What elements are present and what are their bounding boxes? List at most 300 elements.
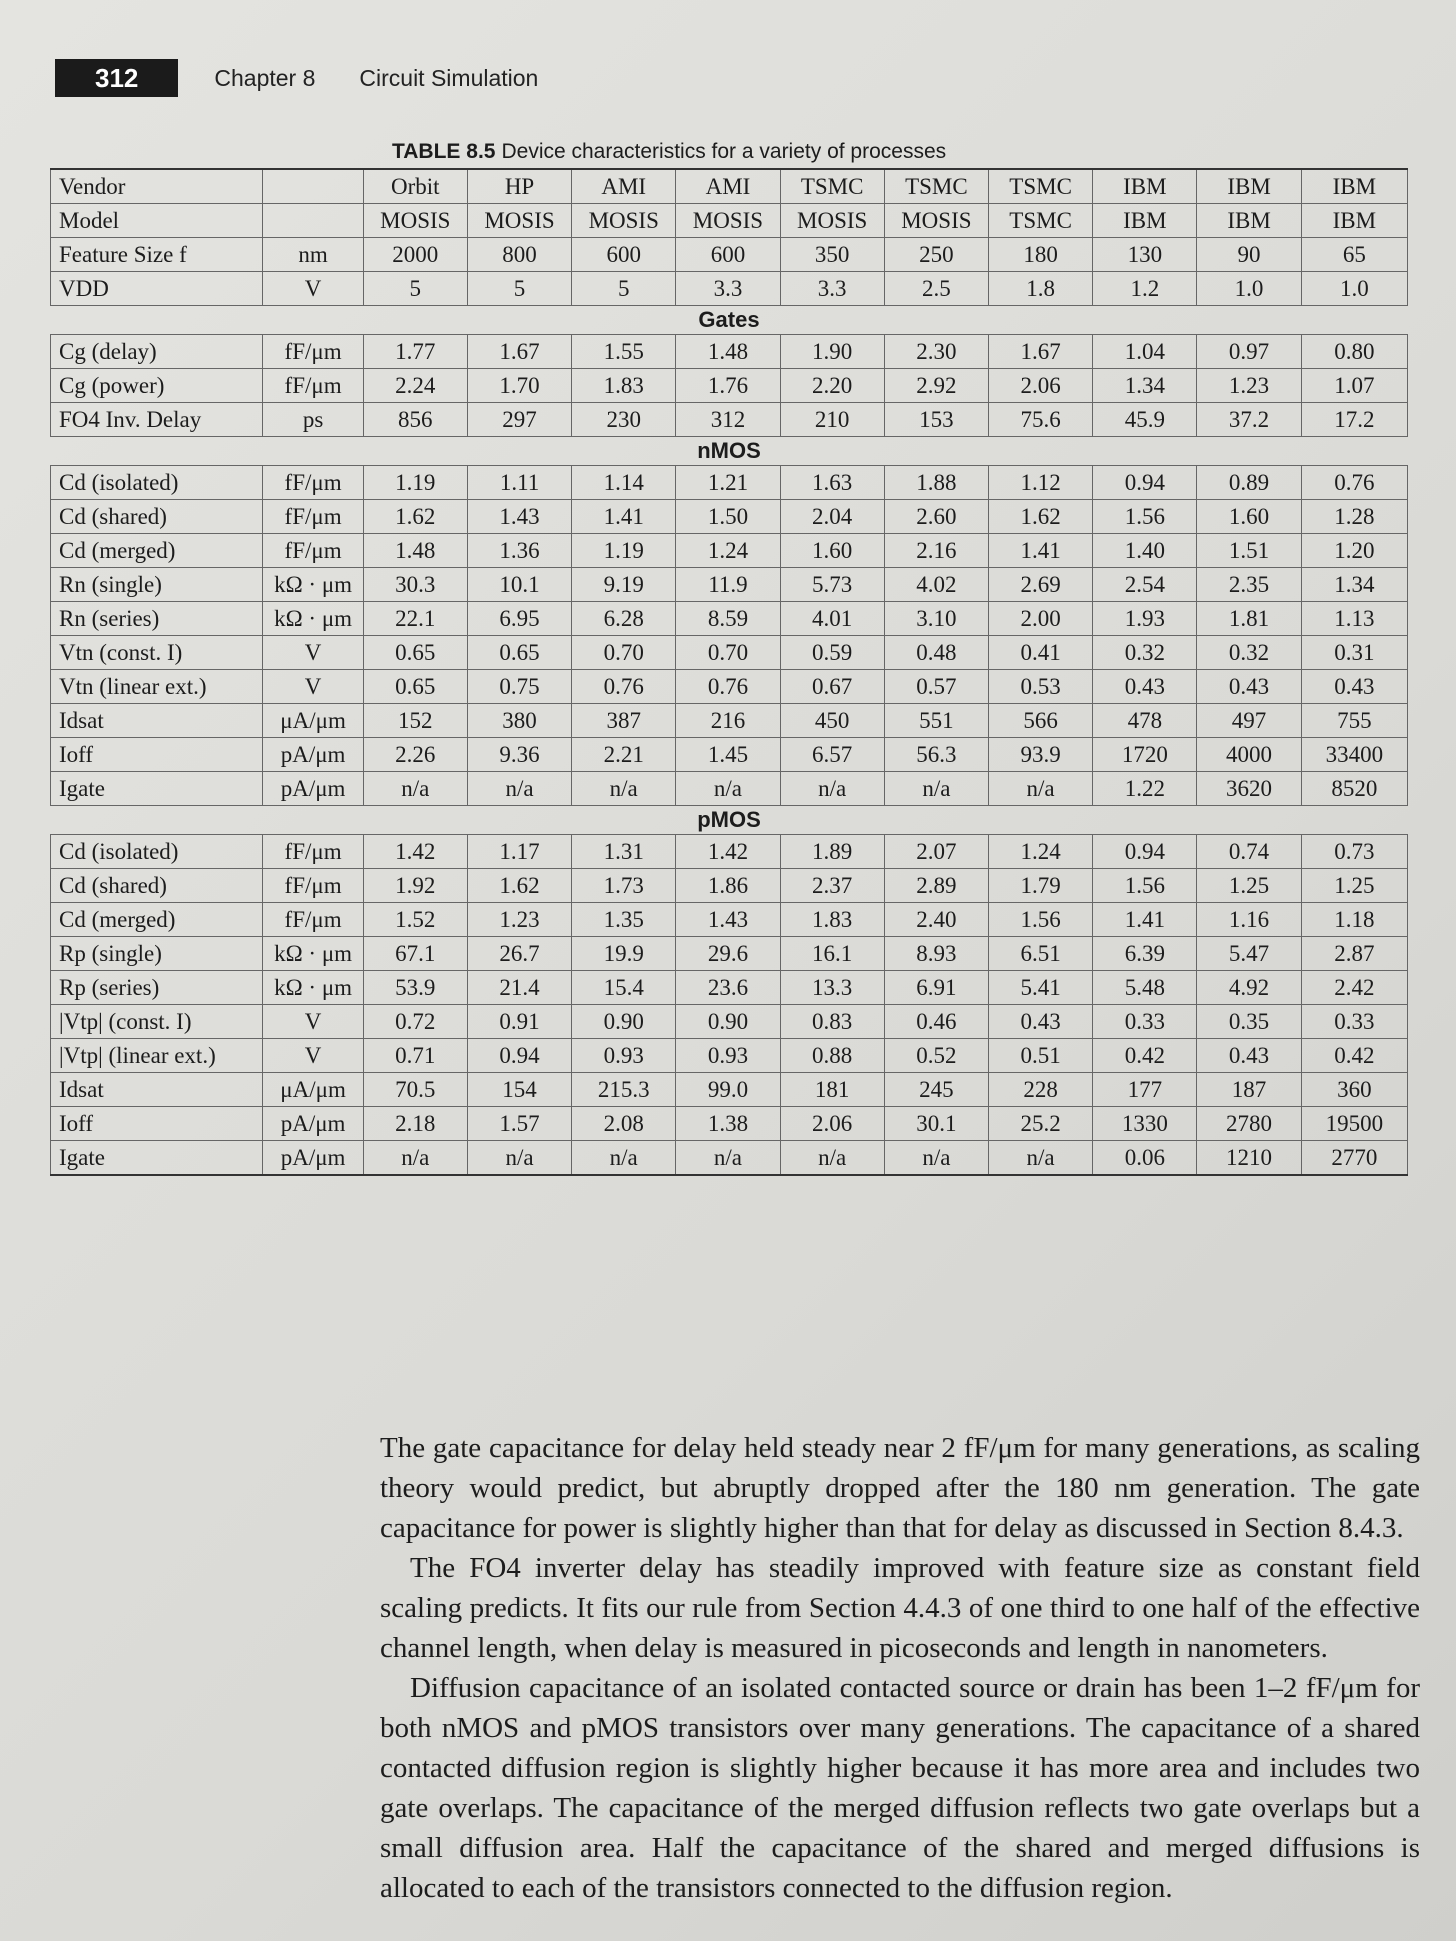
chapter-title: Chapter 8 — [214, 64, 316, 91]
table-cell: 29.6 — [676, 937, 780, 971]
table-cell: 6.39 — [1093, 937, 1197, 971]
table-cell: 1.07 — [1301, 369, 1407, 403]
row-unit: pA/μm — [263, 738, 363, 772]
table-cell: 3.10 — [884, 602, 988, 636]
table-cell: 23.6 — [676, 971, 780, 1005]
table-cell: 2.06 — [780, 1107, 884, 1141]
section-title: Circuit Simulation — [359, 64, 539, 91]
table-cell: 0.43 — [1197, 670, 1301, 704]
table-cell: 99.0 — [676, 1073, 780, 1107]
table-cell: n/a — [989, 772, 1093, 806]
table-cell: 9.19 — [572, 568, 676, 602]
table-cell: TSMC — [884, 169, 988, 204]
table-cell: 1.79 — [989, 869, 1093, 903]
table-cell: 5.47 — [1197, 937, 1301, 971]
table-cell: 0.93 — [676, 1039, 780, 1073]
table-cell: 5.48 — [1093, 971, 1197, 1005]
table-cell: 0.41 — [989, 636, 1093, 670]
table-cell: 1.86 — [676, 869, 780, 903]
table-row — [51, 1107, 1408, 1141]
table-cell: 1.12 — [989, 466, 1093, 500]
table-cell: 387 — [572, 704, 676, 738]
table-cell: TSMC — [780, 169, 884, 204]
table-cell: 1.92 — [363, 869, 467, 903]
table-cell: n/a — [676, 772, 780, 806]
table-cell: n/a — [780, 772, 884, 806]
row-label: Vtn (const. I) — [51, 636, 263, 670]
table-cell: 1.56 — [989, 903, 1093, 937]
table-cell: 1.52 — [363, 903, 467, 937]
table-caption-label: TABLE 8.5 — [392, 140, 496, 163]
table-cell: 1.88 — [884, 466, 988, 500]
table-cell: 228 — [989, 1073, 1093, 1107]
table-cell: 380 — [467, 704, 571, 738]
table-row — [51, 403, 1408, 437]
row-label: Cd (shared) — [51, 500, 263, 534]
table-cell: 9.36 — [467, 738, 571, 772]
table-cell: 1.55 — [572, 335, 676, 369]
table-cell: 19500 — [1301, 1107, 1407, 1141]
section-row — [51, 306, 1408, 335]
table-cell: 130 — [1093, 238, 1197, 272]
table-row — [51, 466, 1408, 500]
row-label: Rn (single) — [51, 568, 263, 602]
table-cell: 0.93 — [572, 1039, 676, 1073]
row-unit: fF/μm — [263, 903, 363, 937]
table-row — [51, 1005, 1408, 1039]
row-unit: V — [263, 1039, 363, 1073]
table-cell: 1.19 — [363, 466, 467, 500]
table-row — [51, 636, 1408, 670]
table-cell: 0.94 — [467, 1039, 571, 1073]
table-cell: TSMC — [989, 169, 1093, 204]
table-cell: 1.35 — [572, 903, 676, 937]
table-cell: 177 — [1093, 1073, 1197, 1107]
table-cell: n/a — [363, 1141, 467, 1176]
table-cell: 0.43 — [989, 1005, 1093, 1039]
table-cell: 1.62 — [989, 500, 1093, 534]
table-cell: 1.21 — [676, 466, 780, 500]
table-cell: 2.5 — [884, 272, 988, 306]
table-cell: 65 — [1301, 238, 1407, 272]
table-cell: 215.3 — [572, 1073, 676, 1107]
row-unit — [263, 204, 363, 238]
table-cell: IBM — [1093, 204, 1197, 238]
table-cell: 30.3 — [363, 568, 467, 602]
table-cell: 75.6 — [989, 403, 1093, 437]
table-cell: 26.7 — [467, 937, 571, 971]
table-cell: 1.42 — [676, 835, 780, 869]
paragraph: The FO4 inverter delay has steadily improved with feature size as constant field scaling predicts. It fits our rule from Section 4.4.3 of one third to one half of the effective channel length, when delay is measured in picoseconds and length in nanometers. — [380, 1552, 1420, 1664]
table-cell: 2780 — [1197, 1107, 1301, 1141]
row-unit — [263, 169, 363, 204]
table-cell: 1.50 — [676, 500, 780, 534]
section-row — [51, 806, 1408, 835]
table-cell: 5 — [572, 272, 676, 306]
table-cell: 2000 — [363, 238, 467, 272]
table-cell: 1.31 — [572, 835, 676, 869]
table-cell: 4000 — [1197, 738, 1301, 772]
table-row — [51, 937, 1408, 971]
table-cell: MOSIS — [467, 204, 571, 238]
table-row — [51, 500, 1408, 534]
table-row — [51, 738, 1408, 772]
table-cell: 0.46 — [884, 1005, 988, 1039]
table-cell: 0.72 — [363, 1005, 467, 1039]
row-unit: μA/μm — [263, 1073, 363, 1107]
table-cell: 1.18 — [1301, 903, 1407, 937]
row-label: Vendor — [51, 169, 263, 204]
table-cell: 0.83 — [780, 1005, 884, 1039]
section-title: nMOS — [51, 437, 1408, 466]
table-cell: 30.1 — [884, 1107, 988, 1141]
table-cell: IBM — [1301, 169, 1407, 204]
table-cell: 0.53 — [989, 670, 1093, 704]
table-cell: 497 — [1197, 704, 1301, 738]
table-cell: 1.22 — [1093, 772, 1197, 806]
table-cell: 153 — [884, 403, 988, 437]
table-cell: 1.17 — [467, 835, 571, 869]
table-cell: 0.33 — [1093, 1005, 1197, 1039]
table-cell: 245 — [884, 1073, 988, 1107]
table-cell: 551 — [884, 704, 988, 738]
table-cell: 2.24 — [363, 369, 467, 403]
row-unit: V — [263, 272, 363, 306]
row-unit: V — [263, 636, 363, 670]
row-label: Idsat — [51, 704, 263, 738]
row-unit: pA/μm — [263, 1141, 363, 1176]
table-cell: 1.90 — [780, 335, 884, 369]
table-cell: 1.0 — [1301, 272, 1407, 306]
row-label: Ioff — [51, 1107, 263, 1141]
table-cell: 1.34 — [1093, 369, 1197, 403]
table-cell: 70.5 — [363, 1073, 467, 1107]
table-cell: 1.25 — [1197, 869, 1301, 903]
table-cell: 1210 — [1197, 1141, 1301, 1176]
table-cell: 2.42 — [1301, 971, 1407, 1005]
table-cell: IBM — [1197, 204, 1301, 238]
table-cell: 1.8 — [989, 272, 1093, 306]
section-title: Gates — [51, 306, 1408, 335]
row-label: Cd (isolated) — [51, 466, 263, 500]
table-cell: 1.42 — [363, 835, 467, 869]
table-cell: 1.40 — [1093, 534, 1197, 568]
table-cell: 0.52 — [884, 1039, 988, 1073]
table-cell: 2.87 — [1301, 937, 1407, 971]
table-cell: MOSIS — [572, 204, 676, 238]
table-cell: 1.63 — [780, 466, 884, 500]
table-header-row — [51, 169, 1408, 204]
table-cell: 5 — [467, 272, 571, 306]
row-label: |Vtp| (const. I) — [51, 1005, 263, 1039]
row-label: Cd (isolated) — [51, 835, 263, 869]
table-cell: 600 — [676, 238, 780, 272]
table-cell: 1.41 — [1093, 903, 1197, 937]
table-cell: 2.26 — [363, 738, 467, 772]
table-cell: 5 — [363, 272, 467, 306]
table-cell: 154 — [467, 1073, 571, 1107]
table-row — [51, 568, 1408, 602]
table-cell: 0.70 — [572, 636, 676, 670]
table-cell: 0.48 — [884, 636, 988, 670]
row-unit: kΩ · μm — [263, 602, 363, 636]
table-cell: 0.35 — [1197, 1005, 1301, 1039]
table-cell: 3620 — [1197, 772, 1301, 806]
table-cell: 67.1 — [363, 937, 467, 971]
table-cell: 33400 — [1301, 738, 1407, 772]
table-cell: 1.23 — [1197, 369, 1301, 403]
table-cell: 0.57 — [884, 670, 988, 704]
table-cell: 1.67 — [467, 335, 571, 369]
row-label: FO4 Inv. Delay — [51, 403, 263, 437]
row-label: Igate — [51, 772, 263, 806]
table-cell: 1.77 — [363, 335, 467, 369]
table-cell: 5.41 — [989, 971, 1093, 1005]
table-header-row — [51, 272, 1408, 306]
table-cell: n/a — [572, 1141, 676, 1176]
table-cell: 1.41 — [989, 534, 1093, 568]
table-cell: 22.1 — [363, 602, 467, 636]
table-cell: 0.94 — [1093, 466, 1197, 500]
table-cell: 0.32 — [1197, 636, 1301, 670]
table-cell: 1.36 — [467, 534, 571, 568]
table-cell: n/a — [572, 772, 676, 806]
table-cell: 2.92 — [884, 369, 988, 403]
row-label: Cg (delay) — [51, 335, 263, 369]
table-cell: 1.25 — [1301, 869, 1407, 903]
table-cell: 1.38 — [676, 1107, 780, 1141]
table-cell: 0.71 — [363, 1039, 467, 1073]
table-cell: 1.76 — [676, 369, 780, 403]
table-cell: 21.4 — [467, 971, 571, 1005]
table-cell: IBM — [1301, 204, 1407, 238]
table-cell: 0.76 — [676, 670, 780, 704]
table-cell: 0.94 — [1093, 835, 1197, 869]
table-cell: 2.07 — [884, 835, 988, 869]
device-table-wrapper — [50, 140, 1408, 1176]
body-text — [380, 1428, 1420, 1908]
table-cell: n/a — [363, 772, 467, 806]
table-cell: 2.30 — [884, 335, 988, 369]
table-cell: 8.59 — [676, 602, 780, 636]
table-cell: 0.59 — [780, 636, 884, 670]
table-cell: 1.20 — [1301, 534, 1407, 568]
row-unit: fF/μm — [263, 369, 363, 403]
table-cell: 856 — [363, 403, 467, 437]
table-cell: 1.43 — [676, 903, 780, 937]
table-cell: 2.89 — [884, 869, 988, 903]
table-cell: 180 — [989, 238, 1093, 272]
table-cell: 2.16 — [884, 534, 988, 568]
table-cell: 6.28 — [572, 602, 676, 636]
table-cell: 181 — [780, 1073, 884, 1107]
table-cell: 1.43 — [467, 500, 571, 534]
row-unit: kΩ · μm — [263, 971, 363, 1005]
table-cell: 0.51 — [989, 1039, 1093, 1073]
table-cell: n/a — [884, 1141, 988, 1176]
table-cell: 19.9 — [572, 937, 676, 971]
page-header — [55, 58, 538, 98]
table-cell: 56.3 — [884, 738, 988, 772]
row-label: Cg (power) — [51, 369, 263, 403]
table-cell: 37.2 — [1197, 403, 1301, 437]
table-cell: n/a — [780, 1141, 884, 1176]
table-cell: 0.31 — [1301, 636, 1407, 670]
table-cell: 1.16 — [1197, 903, 1301, 937]
table-cell: 1.48 — [676, 335, 780, 369]
table-cell: 1.24 — [676, 534, 780, 568]
table-cell: n/a — [676, 1141, 780, 1176]
table-cell: 6.51 — [989, 937, 1093, 971]
table-cell: 0.65 — [363, 636, 467, 670]
table-cell: 0.90 — [676, 1005, 780, 1039]
table-cell: 0.67 — [780, 670, 884, 704]
table-cell: 1.67 — [989, 335, 1093, 369]
row-label: Rp (single) — [51, 937, 263, 971]
device-table — [50, 168, 1408, 1176]
row-unit: kΩ · μm — [263, 568, 363, 602]
table-cell: 5.73 — [780, 568, 884, 602]
row-unit: nm — [263, 238, 363, 272]
row-label: Vtn (linear ext.) — [51, 670, 263, 704]
table-cell: 6.91 — [884, 971, 988, 1005]
table-caption-text: Device characteristics for a variety of processes — [501, 140, 947, 163]
table-row — [51, 869, 1408, 903]
table-cell: 1.41 — [572, 500, 676, 534]
table-cell: 312 — [676, 403, 780, 437]
table-row — [51, 903, 1408, 937]
table-cell: 1.60 — [1197, 500, 1301, 534]
table-row — [51, 971, 1408, 1005]
table-cell: 230 — [572, 403, 676, 437]
table-cell: 93.9 — [989, 738, 1093, 772]
table-cell: 16.1 — [780, 937, 884, 971]
table-cell: 0.43 — [1197, 1039, 1301, 1073]
table-cell: 10.1 — [467, 568, 571, 602]
table-cell: 1.45 — [676, 738, 780, 772]
table-cell: 0.74 — [1197, 835, 1301, 869]
table-cell: 1.93 — [1093, 602, 1197, 636]
table-cell: 1.19 — [572, 534, 676, 568]
table-cell: 360 — [1301, 1073, 1407, 1107]
table-cell: 2.20 — [780, 369, 884, 403]
table-cell: 1.56 — [1093, 500, 1197, 534]
row-unit: fF/μm — [263, 534, 363, 568]
table-cell: 0.65 — [467, 636, 571, 670]
table-cell: 0.33 — [1301, 1005, 1407, 1039]
table-cell: 210 — [780, 403, 884, 437]
row-unit: pA/μm — [263, 772, 363, 806]
table-cell: n/a — [884, 772, 988, 806]
row-unit: V — [263, 670, 363, 704]
table-row — [51, 1141, 1408, 1176]
table-caption — [392, 140, 1408, 164]
table-cell: 1.62 — [467, 869, 571, 903]
row-label: Model — [51, 204, 263, 238]
table-cell: 1.51 — [1197, 534, 1301, 568]
table-cell: 1.14 — [572, 466, 676, 500]
table-cell: 0.32 — [1093, 636, 1197, 670]
table-cell: 2.40 — [884, 903, 988, 937]
table-row — [51, 835, 1408, 869]
table-cell: 2.06 — [989, 369, 1093, 403]
table-cell: TSMC — [989, 204, 1093, 238]
table-cell: 1.83 — [780, 903, 884, 937]
table-row — [51, 670, 1408, 704]
table-cell: 0.97 — [1197, 335, 1301, 369]
row-unit: fF/μm — [263, 500, 363, 534]
section-row — [51, 437, 1408, 466]
table-cell: IBM — [1093, 169, 1197, 204]
table-cell: 566 — [989, 704, 1093, 738]
table-cell: 25.2 — [989, 1107, 1093, 1141]
table-cell: 1.83 — [572, 369, 676, 403]
table-cell: 187 — [1197, 1073, 1301, 1107]
table-cell: 0.89 — [1197, 466, 1301, 500]
table-cell: 0.76 — [572, 670, 676, 704]
table-cell: 8.93 — [884, 937, 988, 971]
table-cell: 1.57 — [467, 1107, 571, 1141]
table-cell: MOSIS — [363, 204, 467, 238]
table-cell: 2.04 — [780, 500, 884, 534]
table-cell: 1720 — [1093, 738, 1197, 772]
table-header-row — [51, 204, 1408, 238]
row-unit: fF/μm — [263, 335, 363, 369]
table-cell: 1.28 — [1301, 500, 1407, 534]
table-cell: 1.24 — [989, 835, 1093, 869]
table-cell: MOSIS — [884, 204, 988, 238]
table-cell: 0.88 — [780, 1039, 884, 1073]
table-cell: 2.69 — [989, 568, 1093, 602]
row-unit: fF/μm — [263, 835, 363, 869]
table-cell: 0.43 — [1093, 670, 1197, 704]
table-cell: n/a — [467, 772, 571, 806]
table-row — [51, 602, 1408, 636]
table-cell: 0.42 — [1301, 1039, 1407, 1073]
row-label: Idsat — [51, 1073, 263, 1107]
table-cell: 8520 — [1301, 772, 1407, 806]
row-unit: μA/μm — [263, 704, 363, 738]
table-row — [51, 534, 1408, 568]
row-label: Cd (merged) — [51, 903, 263, 937]
table-cell: 216 — [676, 704, 780, 738]
table-cell: 0.91 — [467, 1005, 571, 1039]
row-unit: pA/μm — [263, 1107, 363, 1141]
table-cell: IBM — [1197, 169, 1301, 204]
table-cell: HP — [467, 169, 571, 204]
table-cell: 2.37 — [780, 869, 884, 903]
table-cell: 1.56 — [1093, 869, 1197, 903]
table-cell: 2.18 — [363, 1107, 467, 1141]
table-cell: 1330 — [1093, 1107, 1197, 1141]
table-cell: 13.3 — [780, 971, 884, 1005]
table-cell: 350 — [780, 238, 884, 272]
row-label: Ioff — [51, 738, 263, 772]
table-cell: 1.62 — [363, 500, 467, 534]
table-cell: Orbit — [363, 169, 467, 204]
table-cell: 1.48 — [363, 534, 467, 568]
table-cell: 0.73 — [1301, 835, 1407, 869]
row-label: Rn (series) — [51, 602, 263, 636]
table-cell: 0.76 — [1301, 466, 1407, 500]
table-cell: n/a — [467, 1141, 571, 1176]
table-cell: 2.08 — [572, 1107, 676, 1141]
table-cell: 6.95 — [467, 602, 571, 636]
table-body — [51, 169, 1408, 1175]
table-row — [51, 772, 1408, 806]
table-row — [51, 704, 1408, 738]
table-cell: 0.90 — [572, 1005, 676, 1039]
